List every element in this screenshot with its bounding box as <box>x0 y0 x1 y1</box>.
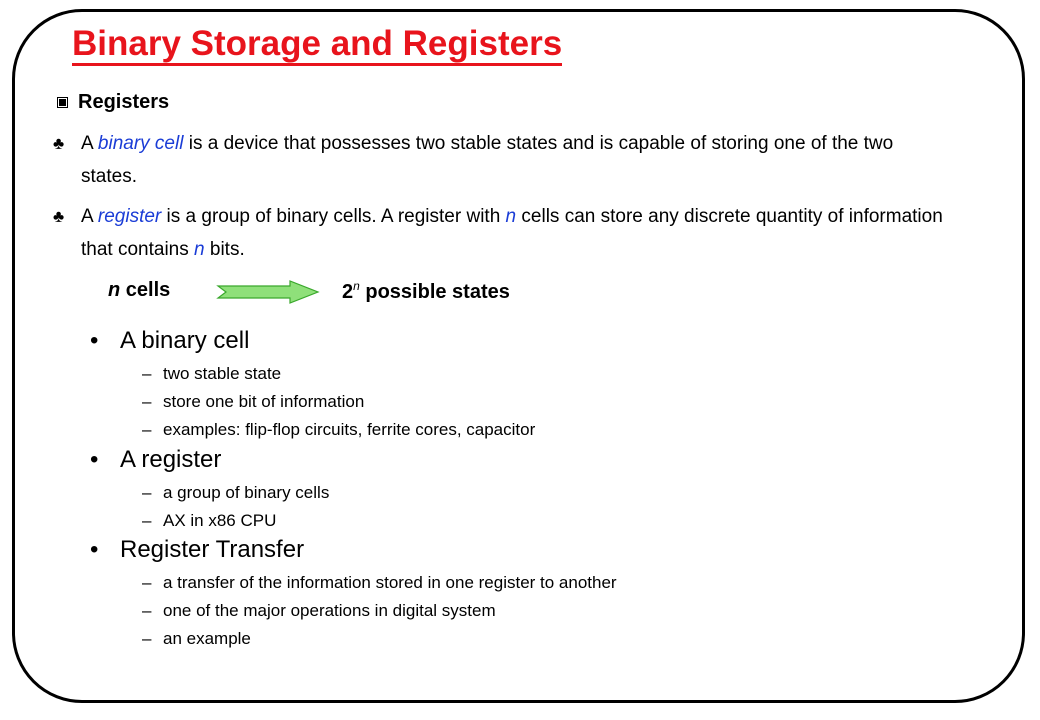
keyword-term: n <box>505 206 517 227</box>
bullet-label: A binary cell <box>120 327 250 354</box>
keyword-term: register <box>97 206 162 227</box>
n-cells-label <box>108 279 170 302</box>
sub-bullet-item <box>142 483 329 503</box>
bullet-item <box>90 327 249 355</box>
sub-bullet-item <box>142 573 617 593</box>
sub-bullet-text: a transfer of the information stored in one register to another <box>163 573 617 592</box>
club-bullet-icon: ♣ <box>53 134 65 153</box>
body-text: A <box>81 206 98 227</box>
club-bullet-icon: ♣ <box>53 207 65 226</box>
club-bullet-text <box>81 127 953 193</box>
keyword-term: n <box>194 239 205 260</box>
dash-icon: – <box>142 573 152 592</box>
sub-bullet-text: a group of binary cells <box>163 483 330 502</box>
sub-bullet-text: an example <box>163 629 251 648</box>
sub-bullet-text: two stable state <box>163 364 282 383</box>
body-text: is a device that possesses two stable states and is capable of storing one of the two states. <box>81 133 894 187</box>
dash-icon: – <box>142 364 152 383</box>
bullet-label: Register Transfer <box>120 536 305 563</box>
section-heading-label: Registers <box>78 91 170 113</box>
sub-bullet-item <box>142 511 276 531</box>
base-two: 2 <box>342 281 354 303</box>
possible-states-label <box>342 279 510 304</box>
exponent-n: n <box>353 279 360 293</box>
sub-bullet-item <box>142 601 496 621</box>
slide-title: Binary Storage and Registers <box>72 24 562 66</box>
bullet-item <box>90 536 304 564</box>
keyword-term: binary cell <box>97 133 184 154</box>
bullet-dot-icon: • <box>90 536 99 563</box>
club-bullet-item <box>53 127 953 193</box>
section-heading <box>57 91 169 114</box>
sub-bullet-item <box>142 392 364 412</box>
n-variable: n <box>108 279 121 301</box>
body-text: bits. <box>204 239 245 260</box>
sub-bullet-text: examples: flip-flop circuits, ferrite cores, capacitor <box>163 420 536 439</box>
sub-bullet-text: one of the major operations in digital system <box>163 601 496 620</box>
body-text: cells can store any discrete quantity of information that contains <box>81 206 943 260</box>
sub-bullet-text: AX in x86 CPU <box>163 511 277 530</box>
dash-icon: – <box>142 601 152 620</box>
club-bullet-item <box>53 200 953 266</box>
right-arrow-icon <box>216 280 320 310</box>
bullet-dot-icon: • <box>90 327 99 354</box>
possible-states-text: possible states <box>359 281 510 303</box>
dash-icon: – <box>142 629 152 648</box>
dash-icon: – <box>142 483 152 502</box>
square-bullet-icon <box>57 97 68 108</box>
dash-icon: – <box>142 392 152 411</box>
bullet-item <box>90 446 221 474</box>
dash-icon: – <box>142 511 152 530</box>
sub-bullet-item <box>142 629 251 649</box>
bullet-dot-icon: • <box>90 446 99 473</box>
arrow-shape <box>218 281 318 303</box>
bullet-label: A register <box>120 446 222 473</box>
cells-states-relation <box>108 279 708 309</box>
sub-bullet-text: store one bit of information <box>163 392 365 411</box>
body-text: is a group of binary cells. A register with <box>161 206 506 227</box>
cells-text: cells <box>120 279 171 301</box>
club-bullet-text <box>81 200 953 266</box>
body-text: A <box>81 133 98 154</box>
sub-bullet-item <box>142 420 535 440</box>
dash-icon: – <box>142 420 152 439</box>
sub-bullet-item <box>142 364 281 384</box>
